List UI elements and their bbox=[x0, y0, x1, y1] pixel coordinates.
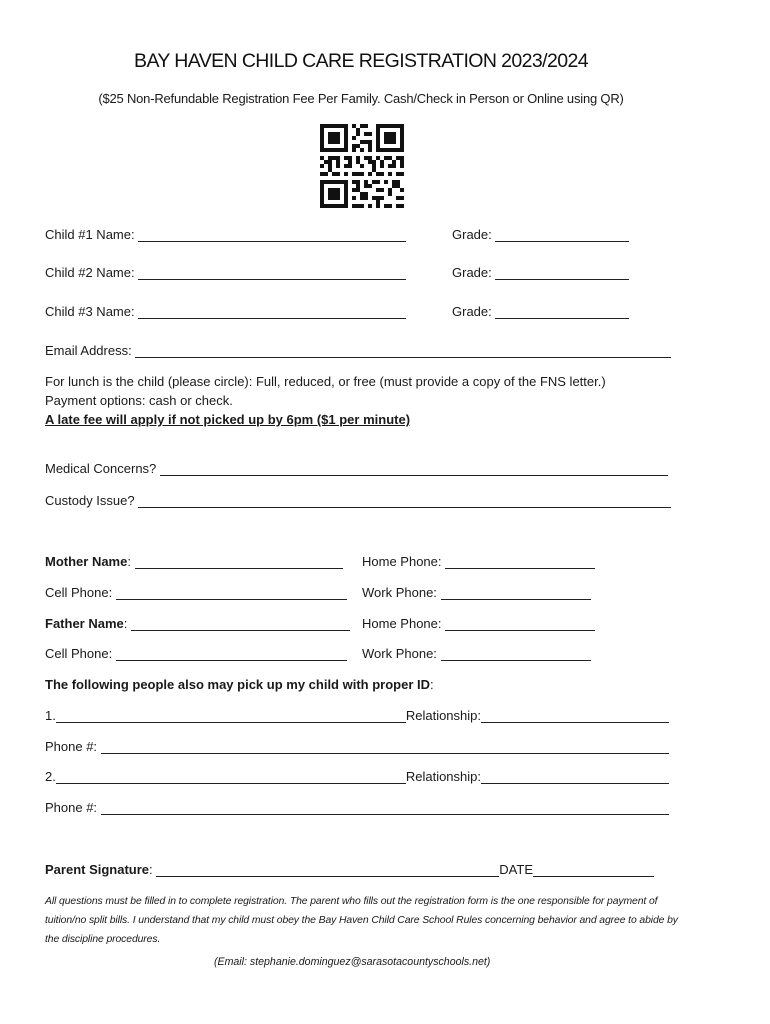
child-2-grade-label: Grade: bbox=[452, 265, 492, 280]
child-1-grade-field[interactable] bbox=[495, 227, 629, 242]
child-1-grade-group bbox=[452, 227, 629, 242]
mother-cell-phone-label: Cell Phone: bbox=[45, 585, 113, 600]
contact-email: (Email: stephanie.dominguez@sarasotacountyschools.net) bbox=[214, 956, 491, 968]
child-2-grade-field[interactable] bbox=[495, 265, 629, 280]
pickup-1-row bbox=[45, 708, 669, 723]
child-3-grade-field[interactable] bbox=[495, 304, 629, 319]
mother-name-field[interactable] bbox=[135, 554, 343, 569]
medical-field[interactable] bbox=[160, 461, 668, 476]
pickup-1-phone-label: Phone #: bbox=[45, 739, 98, 754]
date-label: DATE bbox=[499, 862, 533, 877]
father-work-phone-field[interactable] bbox=[441, 646, 591, 661]
mother-name-label: Mother Name bbox=[45, 554, 128, 569]
mother-work-phone-label: Work Phone: bbox=[362, 585, 437, 600]
pickup-2-row bbox=[45, 769, 669, 784]
mother-work-phone-group bbox=[362, 585, 591, 600]
child-3-row bbox=[45, 304, 406, 319]
custody-row bbox=[45, 493, 671, 508]
pickup-1-number: 1. bbox=[45, 708, 56, 723]
pickup-1-relationship-label: Relationship: bbox=[405, 708, 481, 723]
mother-row bbox=[45, 554, 343, 569]
father-cell-phone-label: Cell Phone: bbox=[45, 646, 113, 661]
lunch-text: For lunch is the child (please circle): Full, reduced, or free (must provide a copy of the FNS letter.) bbox=[45, 374, 606, 389]
mother-cell-row bbox=[45, 585, 347, 600]
qr-code-icon[interactable] bbox=[320, 124, 404, 208]
pickup-2-relationship-field[interactable] bbox=[481, 769, 669, 784]
child-1-name-label: Child #1 Name: bbox=[45, 227, 135, 242]
child-3-name-field[interactable] bbox=[138, 304, 406, 319]
late-fee-notice: A late fee will apply if not picked up by 6pm ($1 per minute) bbox=[45, 412, 411, 427]
father-work-phone-group bbox=[362, 646, 591, 661]
pickup-1-name-field[interactable] bbox=[56, 708, 406, 723]
father-name-label: Father Name bbox=[45, 616, 124, 631]
father-cell-row bbox=[45, 646, 347, 661]
child-2-name-field[interactable] bbox=[138, 265, 406, 280]
email-label: Email Address: bbox=[45, 343, 132, 358]
fine-print: All questions must be filled in to complete registration. The parent who fills out the registration form is the one responsible for payment of tuition/no split bills. I understand that my child must obey the Bay Haven Child Care School Rules concerning behavior and agree to abide by the discipline procedures. bbox=[45, 896, 678, 945]
father-row bbox=[45, 616, 350, 631]
email-field[interactable] bbox=[135, 343, 671, 358]
child-1-name-field[interactable] bbox=[138, 227, 406, 242]
pickup-2-phone-label: Phone #: bbox=[45, 800, 98, 815]
mother-home-phone-label: Home Phone: bbox=[362, 554, 442, 569]
pickup-2-relationship-label: Relationship: bbox=[405, 769, 481, 784]
payment-text: Payment options: cash or check. bbox=[45, 393, 233, 408]
child-3-name-label: Child #3 Name: bbox=[45, 304, 135, 319]
medical-label: Medical Concerns? bbox=[45, 461, 157, 476]
pickup-2-phone-field[interactable] bbox=[101, 800, 669, 815]
medical-row bbox=[45, 461, 668, 476]
child-1-grade-label: Grade: bbox=[452, 227, 492, 242]
father-name-field[interactable] bbox=[131, 616, 350, 631]
signature-row bbox=[45, 862, 654, 877]
pickup-heading bbox=[45, 677, 434, 692]
mother-home-phone-group bbox=[362, 554, 595, 569]
pickup-1-phone-row bbox=[45, 739, 669, 754]
mother-colon: : bbox=[127, 554, 131, 569]
child-3-grade-label: Grade: bbox=[452, 304, 492, 319]
child-2-grade-group bbox=[452, 265, 629, 280]
father-home-phone-group bbox=[362, 616, 595, 631]
pickup-2-name-field[interactable] bbox=[56, 769, 406, 784]
pickup-2-phone-row bbox=[45, 800, 669, 815]
email-row bbox=[45, 343, 671, 358]
pickup-heading-text: The following people also may pick up my child with proper ID bbox=[45, 677, 430, 692]
father-home-phone-field[interactable] bbox=[445, 616, 595, 631]
pickup-1-phone-field[interactable] bbox=[101, 739, 669, 754]
pickup-2-number: 2. bbox=[45, 769, 56, 784]
mother-cell-phone-field[interactable] bbox=[116, 585, 347, 600]
father-home-phone-label: Home Phone: bbox=[362, 616, 442, 631]
father-colon: : bbox=[123, 616, 128, 631]
child-2-row bbox=[45, 265, 406, 280]
child-2-name-label: Child #2 Name: bbox=[45, 265, 135, 280]
fee-subtitle: ($25 Non-Refundable Registration Fee Per Family. Cash/Check in Person or Online using QR) bbox=[98, 91, 624, 106]
page-title: BAY HAVEN CHILD CARE REGISTRATION 2023/2024 bbox=[134, 50, 588, 72]
mother-home-phone-field[interactable] bbox=[445, 554, 595, 569]
pickup-heading-colon: : bbox=[430, 677, 434, 692]
custody-label: Custody Issue? bbox=[45, 493, 135, 508]
signature-field[interactable] bbox=[156, 862, 499, 877]
father-cell-phone-field[interactable] bbox=[116, 646, 347, 661]
signature-label: Parent Signature bbox=[45, 862, 150, 877]
father-work-phone-label: Work Phone: bbox=[362, 646, 437, 661]
child-3-grade-group bbox=[452, 304, 629, 319]
child-1-row bbox=[45, 227, 406, 242]
mother-work-phone-field[interactable] bbox=[441, 585, 591, 600]
date-field[interactable] bbox=[533, 862, 654, 877]
signature-colon: : bbox=[149, 862, 153, 877]
pickup-1-relationship-field[interactable] bbox=[481, 708, 669, 723]
custody-field[interactable] bbox=[138, 493, 671, 508]
